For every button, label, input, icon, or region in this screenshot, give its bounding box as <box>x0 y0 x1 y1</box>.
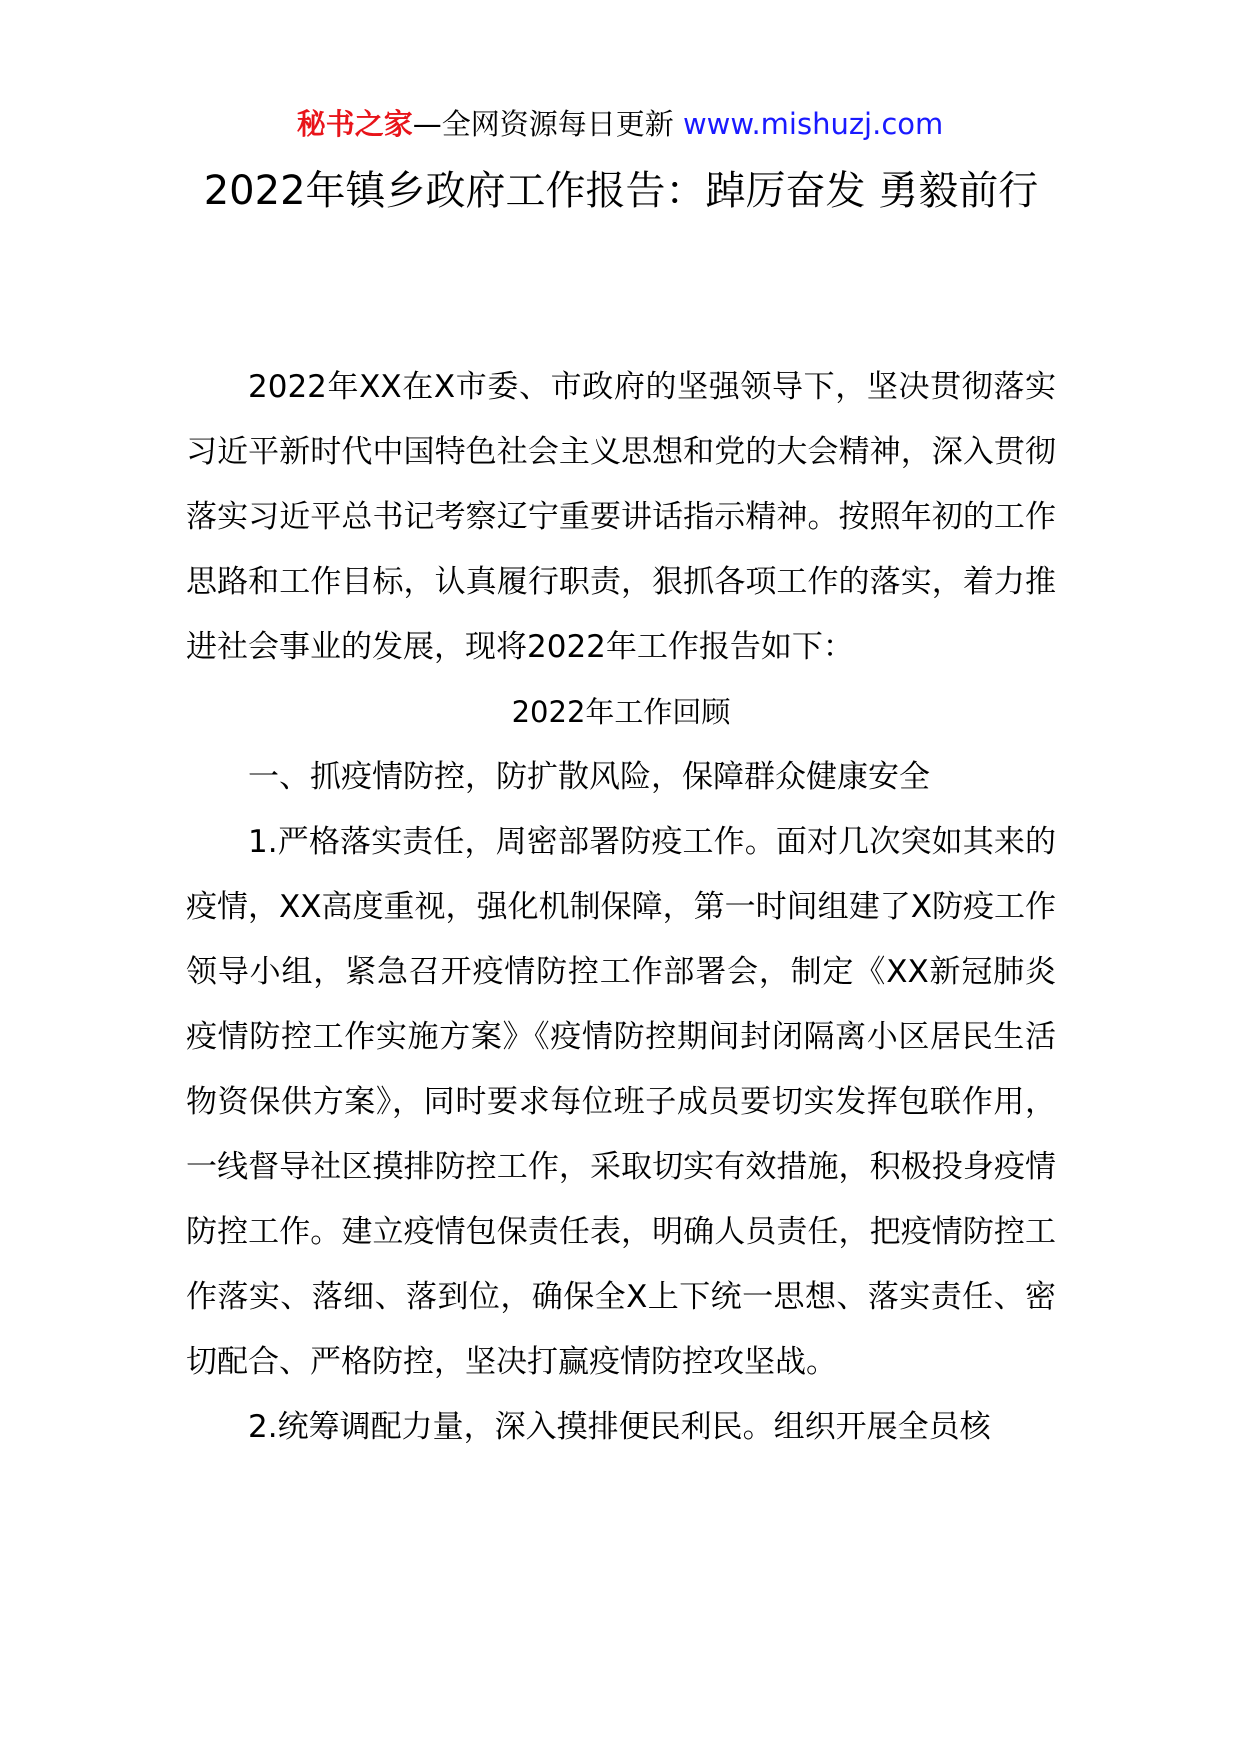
brand-name: 秘书之家 <box>296 107 413 141</box>
header-tagline: —全网资源每日更新 <box>412 107 683 141</box>
site-header <box>0 102 1240 146</box>
item-paragraph-2: 2.统筹调配力量，深入摸排便民利民。组织开展全员核 <box>248 1409 991 1445</box>
item-paragraph-1: 1.严格落实责任，周密部署防疫工作。面对几次突如其来的疫情，XX高度重视，强化机制保障，第一时间组建了X防疫工作领导小组，紧急召开疫情防控工作部署会，制定《XX新冠肺炎疫情防控工作实施方案》《疫情防控期间封闭隔离小区居民生活物资保供方案》，同时要求每位班子成员要切实发挥包联作用，一线督导社区摸排防控工作，采取切实有效措施，积极投身疫情防控工作。建立疫情包保责任表，明确人员责任，把疫情防控工作落实、落细、落到位，确保全X上下统一思想、落实责任、密切配合、严格防控，坚决打赢疫情防控攻坚战。 <box>186 824 1056 1380</box>
section-title: 2022年工作回顾 <box>511 695 731 729</box>
site-url[interactable]: www.mishuzj.com <box>682 107 944 141</box>
document-body <box>186 355 1056 1460</box>
document-title: 2022年镇乡政府工作报告：踔厉奋发 勇毅前行 <box>203 168 1039 214</box>
intro-paragraph: 2022年XX在X市委、市政府的坚强领导下，坚决贯彻落实习近平新时代中国特色社会主义思想和党的大会精神，深入贯彻落实习近平总书记考察辽宁重要讲话指示精神。按照年初的工作思路和工作目标，认真履行职责，狠抓各项工作的落实，着力推进社会事业的发展，现将2022年工作报告如下： <box>186 369 1056 665</box>
section-heading: 一、抓疫情防控，防扩散风险，保障群众健康安全 <box>248 759 930 795</box>
